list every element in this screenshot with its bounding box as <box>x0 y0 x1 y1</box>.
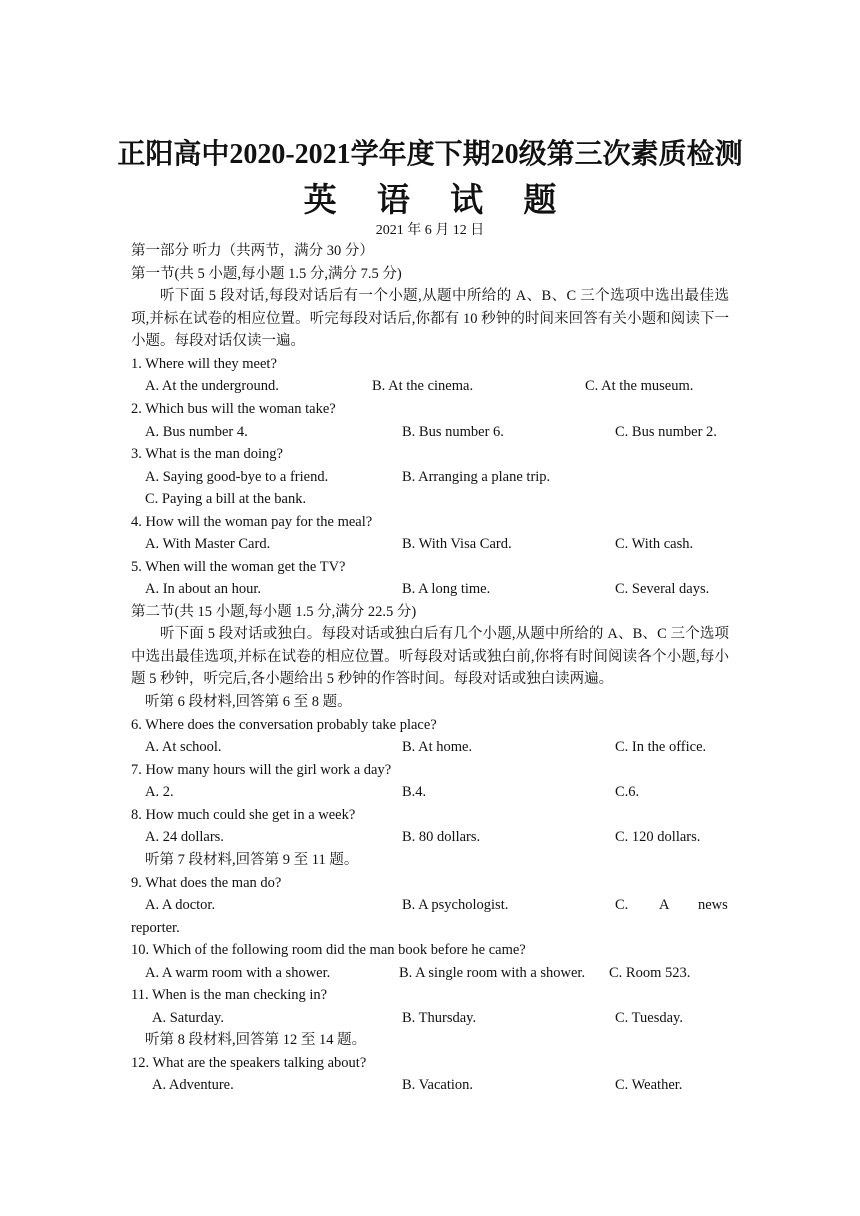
option-12b: B. Vacation. <box>402 1077 474 1093</box>
option-12c: C. Weather. <box>615 1077 683 1093</box>
question-9: 9. What does the man do? <box>131 875 282 891</box>
option-8b: B. 80 dollars. <box>402 829 481 845</box>
option-11b: B. Thursday. <box>402 1010 477 1026</box>
option-4a: A. With Master Card. <box>145 536 271 552</box>
question-2: 2. Which bus will the woman take? <box>131 401 336 417</box>
option-9c-word-a: A <box>659 897 670 913</box>
option-9a: A. A doctor. <box>145 897 216 913</box>
section1-heading: 第一节(共 5 小题,每小题 1.5 分,满分 7.5 分) <box>131 266 402 282</box>
option-9c-word-reporter: reporter. <box>131 920 180 936</box>
option-8c: C. 120 dollars. <box>615 829 701 845</box>
option-1c: C. At the museum. <box>585 378 694 394</box>
option-3b: B. Arranging a plane trip. <box>402 469 551 485</box>
option-1b: B. At the cinema. <box>372 378 474 394</box>
question-12: 12. What are the speakers talking about? <box>131 1055 367 1071</box>
option-4c: C. With cash. <box>615 536 694 552</box>
option-9c-letter: C. <box>615 897 629 913</box>
option-5b: B. A long time. <box>402 581 491 597</box>
part1-heading: 第一部分 听力（共两节，满分 30 分） <box>131 243 374 259</box>
option-10b: B. A single room with a shower. <box>399 965 586 981</box>
option-2c: C. Bus number 2. <box>615 424 717 440</box>
option-7c: C.6. <box>615 784 640 800</box>
question-8: 8. How much could she get in a week? <box>131 807 356 823</box>
option-9c-word-news: news <box>698 897 728 913</box>
question-3: 3. What is the man doing? <box>131 446 283 462</box>
option-1a: A. At the underground. <box>145 378 279 394</box>
question-6: 6. Where does the conversation probably take place? <box>131 717 437 733</box>
section2-instructions: 听下面 5 段对话或独白。每段对话或独白后有几个小题,从题中所给的 A、B、C 三个选项中选出最佳选项,并标在试卷的相应位置。听每段对话或独白前,你将有时间阅读各个小题,每小题 5 秒钟，听完后,各小题给出 5 秒钟的作答时间。每段对话或独白读两遍。 <box>131 626 729 687</box>
section1-instructions: 听下面 5 段对话,每段对话后有一个小题,从题中所给的 A、B、C 三个选项中选出最佳选项,并标在试卷的相应位置。听完每段对话后,你都有 10 秒钟的时间来回答有关小题和阅读下一小题。每段对话仅读一遍。 <box>131 288 729 349</box>
question-1: 1. Where will they meet? <box>131 356 277 372</box>
option-6a: A. At school. <box>145 739 222 755</box>
material-8-note: 听第 8 段材料,回答第 12 至 14 题。 <box>145 1032 367 1048</box>
option-3c: C. Paying a bill at the bank. <box>145 491 307 507</box>
question-10: 10. Which of the following room did the man book before he came? <box>131 942 526 958</box>
option-11c: C. Tuesday. <box>615 1010 683 1026</box>
option-3a: A. Saying good-bye to a friend. <box>145 469 329 485</box>
question-4: 4. How will the woman pay for the meal? <box>131 514 373 530</box>
question-5: 5. When will the woman get the TV? <box>131 559 346 575</box>
question-11: 11. When is the man checking in? <box>131 987 328 1003</box>
material-7-note: 听第 7 段材料,回答第 9 至 11 题。 <box>145 852 359 868</box>
option-2b: B. Bus number 6. <box>402 424 504 440</box>
section2-heading: 第二节(共 15 小题,每小题 1.5 分,满分 22.5 分) <box>131 604 417 620</box>
subject-title: 英 语 试 题 <box>303 183 573 219</box>
option-5a: A. In about an hour. <box>145 581 261 597</box>
option-7b: B.4. <box>402 784 427 800</box>
option-2a: A. Bus number 4. <box>145 424 248 440</box>
option-9b: B. A psychologist. <box>402 897 509 913</box>
option-10c: C. Room 523. <box>609 965 691 981</box>
exam-date: 2021 年 6 月 12 日 <box>375 223 485 238</box>
option-7a: A. 2. <box>145 784 174 800</box>
exam-title: 正阳高中2020-2021学年度下期20级第三次素质检测 <box>117 139 743 170</box>
material-6-note: 听第 6 段材料,回答第 6 至 8 题。 <box>145 694 352 710</box>
option-12a: A. Adventure. <box>152 1077 234 1093</box>
question-7: 7. How many hours will the girl work a day? <box>131 762 392 778</box>
option-10a: A. A warm room with a shower. <box>145 965 331 981</box>
option-6c: C. In the office. <box>615 739 707 755</box>
option-11a: A. Saturday. <box>152 1010 224 1026</box>
option-6b: B. At home. <box>402 739 473 755</box>
option-8a: A. 24 dollars. <box>145 829 224 845</box>
option-4b: B. With Visa Card. <box>402 536 512 552</box>
option-5c: C. Several days. <box>615 581 710 597</box>
